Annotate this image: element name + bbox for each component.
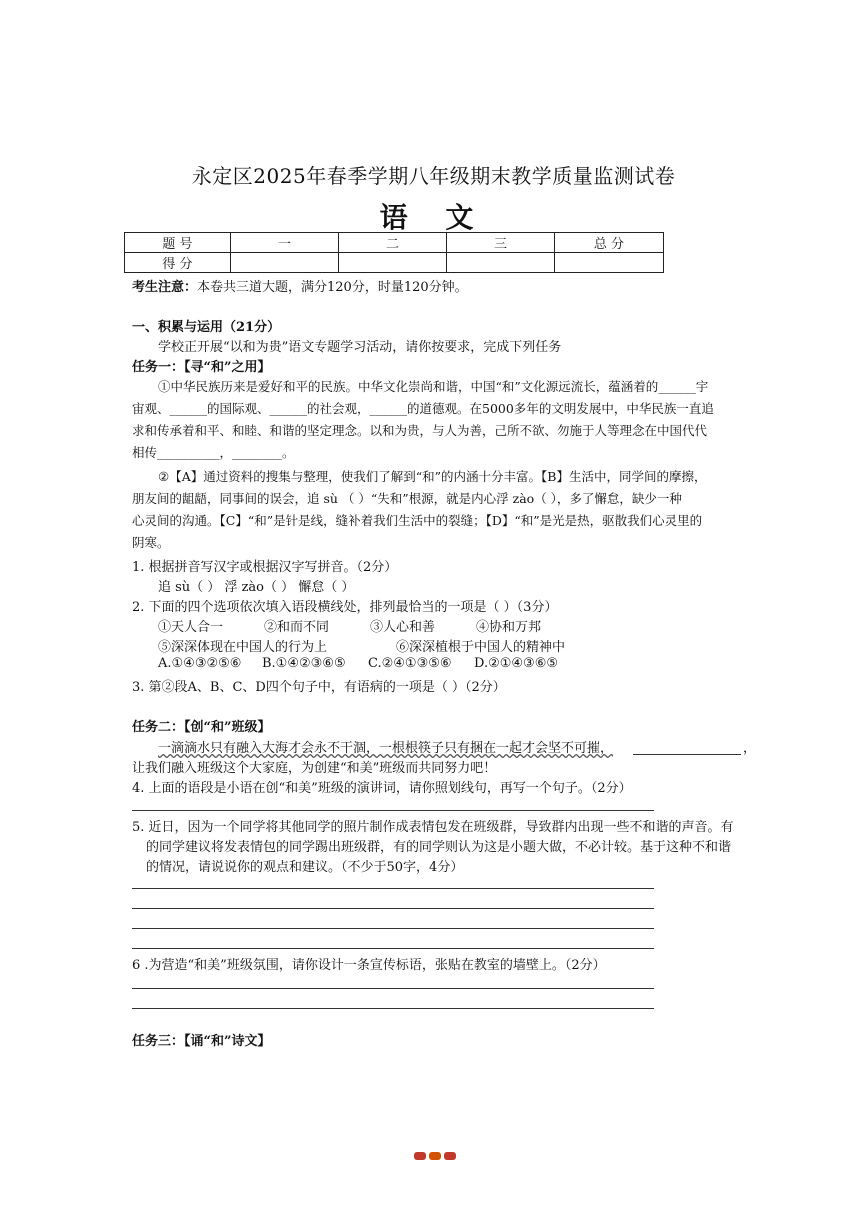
section-intro: 学校正开展“以和为贵”语文专题学习活动，请你按要求，完成下列任务 <box>158 340 562 355</box>
option: ④协和万邦 <box>476 620 542 635</box>
answer-line[interactable] <box>132 948 654 949</box>
question-5-line: 5. 近日，因为一个同学将其他同学的照片制作成表情包发在班级群，导致群内出现一些不和谐的声音。有 <box>132 820 734 835</box>
passage-line: 让我们融入班级这个大家庭，为创建“和美”班级而共同努力吧！ <box>132 761 497 776</box>
passage-line: ②【A】通过资料的搜集与整理，使我们了解到“和”的内涵十分丰富。【B】生活中，同学间的摩擦， <box>158 469 707 484</box>
score-cell: 总 分 <box>555 233 664 253</box>
score-cell <box>339 253 447 273</box>
passage-line: 朋友间的龃龉，同事间的误会，追 sù （ ）“失和”根源，就是内心浮 zào（ ），多了懈怠，缺少一种 <box>132 491 682 506</box>
notice-text: 本卷共三道大题，满分120分，时量120分钟。 <box>197 280 468 295</box>
watermark-logo-icon <box>414 1150 456 1162</box>
choice: C.②④①③⑤⑥ <box>368 656 452 671</box>
choice: A.①④③②⑤⑥ <box>158 656 242 671</box>
score-cell: 二 <box>339 233 447 253</box>
option: ②和而不同 <box>264 620 330 635</box>
score-cell <box>447 253 555 273</box>
choice: B.①④②③⑥⑤ <box>262 656 346 671</box>
answer-line[interactable] <box>132 1008 654 1009</box>
passage-line: ①中华民族历来是爱好和平的民族。中华文化崇尚和谐，中国“和”文化源远流长，蕴涵着的______宇 <box>158 379 709 394</box>
task-heading: 任务三：【诵“和”诗文】 <box>132 1034 271 1049</box>
subject-title: 语 文 <box>379 201 488 234</box>
passage-line: 心灵间的沟通。【C】“和”是针是线，缝补着我们生活中的裂缝；【D】“和”是光是热，驱散我们心灵里的 <box>132 513 703 528</box>
exam-title: 永定区2025年春季学期八年级期末教学质量监测试卷 <box>191 164 676 188</box>
score-table-row-header <box>125 233 664 253</box>
question-1-items: 追 sù（ ） 浮 zào（ ） 懈怠（ ） <box>158 580 355 595</box>
passage-line: 求和传承着和平、和睦、和谐的坚定理念。以和为贵，与人为善，己所不欲、勿施于人等理念在中国代代 <box>132 423 708 438</box>
model-sentence: 一滴滴水只有融入大海才会永不干涸，一根根筷子只有捆在一起才会坚不可摧， <box>158 741 614 756</box>
notice-label: 考生注意： <box>132 280 198 295</box>
option: ⑥深深植根于中国人的精神中 <box>396 640 566 655</box>
score-cell: 题 号 <box>125 233 231 253</box>
question-2: 2. 下面的四个选项依次填入语段横线处，排列最恰当的一项是（ ）（3分） <box>132 600 558 615</box>
question-6: 6 .为营造“和美”班级氛围，请你设计一条宣传标语，张贴在教室的墙壁上。（2分） <box>132 958 606 973</box>
answer-line[interactable] <box>132 908 654 909</box>
task-heading: 任务二：【创“和”班级】 <box>132 720 271 735</box>
answer-blank[interactable] <box>633 754 741 755</box>
question-4: 4. 上面的语段是小语在创“和美”班级的演讲词，请你照划线句，再写一个句子。（2分） <box>132 781 632 796</box>
question-5-line: 的情况，请说说你的观点和建议。（不少于50字，4分） <box>146 860 464 875</box>
passage-line: 相传__________，________。 <box>132 445 295 460</box>
answer-line[interactable] <box>132 810 654 811</box>
score-cell: 一 <box>231 233 339 253</box>
question-3: 3. 第②段A、B、C、D四个句子中，有语病的一项是（ ）（2分） <box>132 680 506 695</box>
question-1: 1. 根据拼音写汉字或根据汉字写拼音。（2分） <box>132 560 398 575</box>
option: ①天人合一 <box>158 620 224 635</box>
question-5-line: 的同学建议将发表情包的同学踢出班级群，有的同学则认为这是小题大做，不必计较。基于这种不和谐 <box>146 840 732 855</box>
score-cell: 得 分 <box>125 253 231 273</box>
score-table-row-score <box>125 253 664 273</box>
task-heading: 任务一：【寻“和”之用】 <box>132 360 271 375</box>
score-cell <box>231 253 339 273</box>
notice <box>132 276 468 295</box>
answer-line[interactable] <box>132 928 654 929</box>
choice: D.②①④③⑥⑤ <box>474 656 559 671</box>
score-table <box>124 232 664 273</box>
passage-line: 宙观、______的国际观、______的社会观，______的道德观。在5000多年的文明发展中，中华民族一直追 <box>132 401 714 416</box>
answer-line[interactable] <box>132 888 654 889</box>
passage-line: 阴寒。 <box>132 535 170 550</box>
score-cell <box>555 253 664 273</box>
answer-line[interactable] <box>132 988 654 989</box>
option: ⑤深深体现在中国人的行为上 <box>158 640 328 655</box>
sentence-end: ， <box>743 741 757 756</box>
score-cell: 三 <box>447 233 555 253</box>
option: ③人心和善 <box>370 620 436 635</box>
section-heading: 一、积累与运用（21分） <box>132 320 281 335</box>
